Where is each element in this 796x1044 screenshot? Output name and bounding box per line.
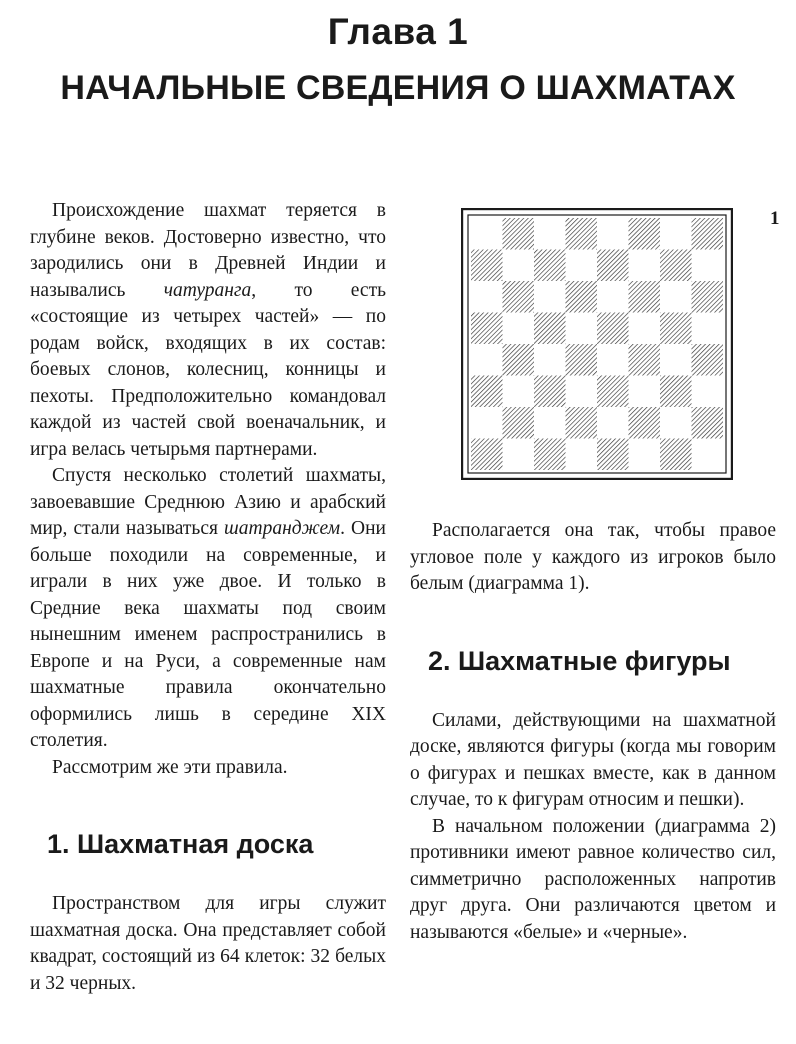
section-heading-board: 1. Шахматная доска bbox=[47, 829, 314, 859]
board-orientation-paragraph: Располагается она так, чтобы правое угловое поле у каждого из игроков было белым (диаграмма 1). bbox=[410, 520, 776, 594]
light-square bbox=[597, 344, 629, 376]
diagram-number: 1 bbox=[770, 208, 780, 229]
light-square bbox=[534, 281, 566, 313]
board-paragraph: Пространством для игры служит шахматная доска. Она представляет собой квадрат, состоящий из 64 клеток: 32 белых и 32 черных. bbox=[30, 893, 386, 994]
left-column bbox=[30, 198, 386, 997]
light-square bbox=[566, 376, 598, 408]
pieces-paragraph: Силами, действующими на шахматной доске, являются фигуры (когда мы говорим о фигурах и пешках вместе, как в данном случае, то к фигурам относим и пешки). bbox=[410, 709, 776, 810]
light-square bbox=[692, 439, 724, 471]
dark-square bbox=[534, 439, 566, 471]
intro-paragraph-origin: Происхождение шахмат теряется в глубине веков. Достоверно известно, что зародились они в Древней Индии и назывались чатуранга, то есть «состоящие из четырех частей» — по родам войск, входящих в их состав: боевых слонов, колесниц, конницы и пехоты. Предположительно командовал каждой из частей свой военачальник, и игра велась четырьмя партнерами. bbox=[30, 200, 387, 460]
dark-square bbox=[503, 218, 535, 250]
dark-square bbox=[566, 218, 598, 250]
chapter-number: Глава 1 bbox=[327, 11, 469, 52]
dark-square bbox=[692, 407, 724, 439]
section-heading-pieces: 2. Шахматные фигуры bbox=[428, 645, 731, 676]
light-square bbox=[629, 250, 661, 282]
light-square bbox=[534, 344, 566, 376]
dark-square bbox=[660, 250, 692, 282]
dark-square bbox=[660, 376, 692, 408]
dark-square bbox=[534, 376, 566, 408]
light-square bbox=[692, 250, 724, 282]
dark-square bbox=[597, 250, 629, 282]
light-square bbox=[471, 281, 503, 313]
intro-paragraph-rules: Рассмотрим же эти правила. bbox=[52, 756, 288, 778]
dark-square bbox=[660, 439, 692, 471]
dark-square bbox=[692, 281, 724, 313]
dark-square bbox=[629, 281, 661, 313]
chapter-title: НАЧАЛЬНЫЕ СВЕДЕНИЯ О ШАХМАТАХ bbox=[60, 69, 736, 107]
dark-square bbox=[692, 344, 724, 376]
dark-square bbox=[566, 281, 598, 313]
dark-square bbox=[471, 376, 503, 408]
light-square bbox=[471, 218, 503, 250]
light-square bbox=[597, 407, 629, 439]
dark-square bbox=[471, 313, 503, 345]
dark-square bbox=[597, 376, 629, 408]
dark-square bbox=[534, 313, 566, 345]
chess-diagram bbox=[461, 208, 733, 485]
light-square bbox=[503, 313, 535, 345]
light-square bbox=[503, 376, 535, 408]
light-square bbox=[471, 344, 503, 376]
light-square bbox=[597, 218, 629, 250]
light-square bbox=[566, 250, 598, 282]
dark-square bbox=[629, 218, 661, 250]
light-square bbox=[660, 218, 692, 250]
intro-paragraph-history: Спустя несколько столетий шахматы, завоевавшие Среднюю Азию и арабский мир, стали называться шатранджем. Они больше походили на современные, и играли в них уже двое. И только в Средние века шахматы под своим нынешним именем распространились в Европе и на Руси, а современные нам шахматные правила окончательно оформились лишь в середине XIX столетия. bbox=[30, 465, 386, 751]
light-square bbox=[566, 439, 598, 471]
light-square bbox=[471, 407, 503, 439]
light-square bbox=[503, 250, 535, 282]
dark-square bbox=[629, 407, 661, 439]
light-square bbox=[534, 218, 566, 250]
light-square bbox=[692, 376, 724, 408]
board-squares bbox=[471, 218, 723, 470]
dark-square bbox=[597, 439, 629, 471]
initial-position-paragraph: В начальном положении (диаграмма 2) противники имеют равное количество сил, симметрично расположенных напротив друг друга. Они различаются цветом и называются «белые» и «черные». bbox=[410, 815, 776, 943]
light-square bbox=[660, 281, 692, 313]
light-square bbox=[629, 439, 661, 471]
chessboard bbox=[461, 208, 733, 480]
dark-square bbox=[503, 407, 535, 439]
dark-square bbox=[503, 281, 535, 313]
light-square bbox=[629, 313, 661, 345]
light-square bbox=[629, 376, 661, 408]
dark-square bbox=[597, 313, 629, 345]
right-column bbox=[410, 518, 776, 946]
dark-square bbox=[534, 250, 566, 282]
light-square bbox=[566, 313, 598, 345]
dark-square bbox=[503, 344, 535, 376]
dark-square bbox=[692, 218, 724, 250]
light-square bbox=[503, 439, 535, 471]
dark-square bbox=[629, 344, 661, 376]
dark-square bbox=[471, 250, 503, 282]
dark-square bbox=[660, 313, 692, 345]
dark-square bbox=[566, 344, 598, 376]
light-square bbox=[692, 313, 724, 345]
dark-square bbox=[471, 439, 503, 471]
light-square bbox=[660, 407, 692, 439]
light-square bbox=[597, 281, 629, 313]
light-square bbox=[534, 407, 566, 439]
dark-square bbox=[566, 407, 598, 439]
italic-term: чатуранга bbox=[163, 279, 252, 301]
italic-term: шатранджем bbox=[224, 518, 341, 539]
light-square bbox=[660, 344, 692, 376]
